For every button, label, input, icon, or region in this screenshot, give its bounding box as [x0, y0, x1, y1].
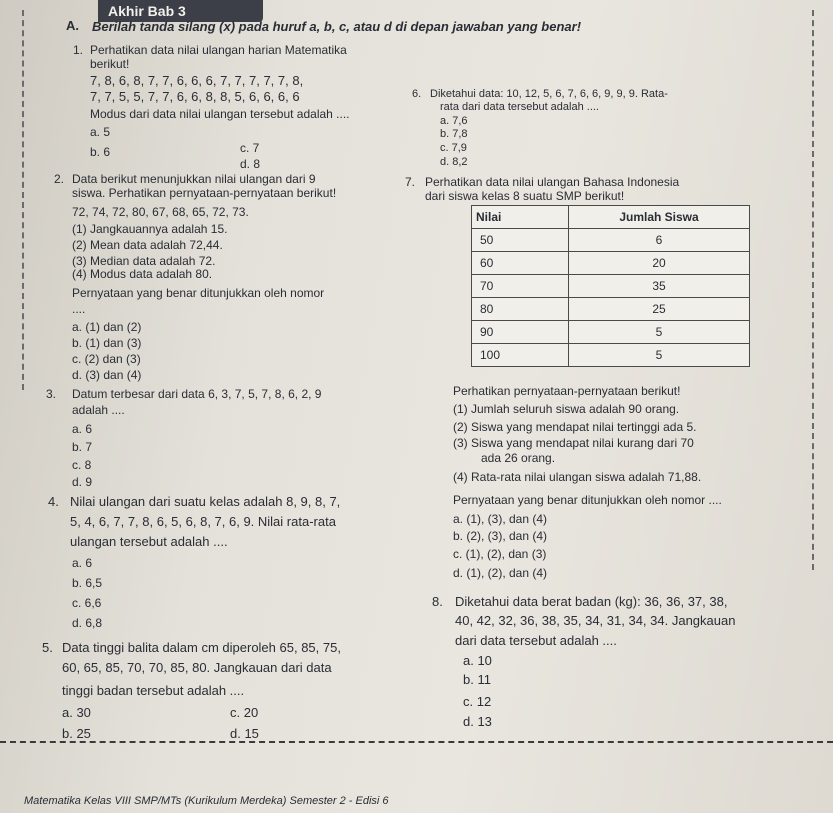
q2-data: 72, 74, 72, 80, 67, 68, 65, 72, 73. — [72, 205, 249, 219]
q7-text-line2: dari siswa kelas 8 suatu SMP berikut! — [425, 189, 625, 203]
q3-option-c[interactable]: c. 8 — [72, 458, 92, 472]
cell-nilai: 60 — [472, 252, 569, 275]
q3-number: 3. — [46, 387, 57, 401]
q7-statement-3b: ada 26 orang. — [481, 451, 556, 465]
footer-divider — [0, 741, 833, 743]
q8-option-c[interactable]: c. 12 — [463, 694, 492, 709]
q5-number: 5. — [42, 640, 53, 655]
q5-option-c[interactable]: c. 20 — [230, 705, 259, 720]
q6-option-c[interactable]: c. 7,9 — [440, 142, 467, 154]
q4-text-line3: ulangan tersebut adalah .... — [70, 534, 228, 549]
q7-question: Pernyataan yang benar ditunjukkan oleh nomor .... — [453, 493, 722, 507]
q3-option-d[interactable]: d. 9 — [72, 475, 93, 489]
table-row — [472, 275, 750, 298]
q3-option-a[interactable]: a. 6 — [72, 422, 93, 436]
q6-option-d[interactable]: d. 8,2 — [440, 156, 468, 168]
q4-number: 4. — [48, 494, 59, 509]
q8-option-d[interactable]: d. 13 — [463, 714, 492, 729]
cell-jumlah: 5 — [569, 344, 750, 367]
q7-text-line1: Perhatikan data nilai ulangan Bahasa Indonesia — [425, 175, 680, 189]
q8-option-b[interactable]: b. 11 — [463, 672, 491, 687]
q2-text-line2: siswa. Perhatikan pernyataan-pernyataan berikut! — [72, 186, 337, 200]
q7-option-a[interactable]: a. (1), (3), dan (4) — [453, 512, 548, 526]
q4-option-b[interactable]: b. 6,5 — [72, 576, 103, 590]
cell-nilai: 90 — [472, 321, 569, 344]
header-nilai: Nilai — [472, 206, 569, 229]
q6-option-b[interactable]: b. 7,8 — [440, 128, 468, 140]
q1-option-c[interactable]: c. 7 — [240, 141, 260, 155]
q1-number: 1. — [73, 43, 84, 57]
q3-text-line1: Datum terbesar dari data 6, 3, 7, 5, 7, 8, 6, 2, 9 — [72, 387, 322, 401]
cell-nilai: 100 — [472, 344, 569, 367]
q1-text-line2: berikut! — [90, 57, 130, 71]
q2-option-b[interactable]: b. (1) dan (3) — [72, 336, 142, 350]
table-row — [472, 298, 750, 321]
q6-option-a[interactable]: a. 7,6 — [440, 115, 468, 127]
cell-jumlah: 25 — [569, 298, 750, 321]
q7-score-table — [471, 205, 750, 367]
cell-jumlah: 35 — [569, 275, 750, 298]
q6-text-line1: Diketahui data: 10, 12, 5, 6, 7, 6, 6, 9, 9, 9. Rata- — [430, 88, 668, 100]
cell-jumlah: 6 — [569, 229, 750, 252]
cell-jumlah: 5 — [569, 321, 750, 344]
q2-statement-2: (2) Mean data adalah 72,44. — [72, 238, 223, 252]
q4-option-c[interactable]: c. 6,6 — [72, 596, 102, 610]
table-header-row — [472, 206, 750, 229]
section-label: A. — [66, 18, 79, 33]
q2-question-line2: .... — [72, 302, 86, 316]
table-row — [472, 229, 750, 252]
q5-text-line1: Data tinggi balita dalam cm diperoleh 65, 85, 75, — [62, 640, 341, 655]
q1-data-line2: 7, 7, 5, 5, 7, 7, 6, 6, 8, 8, 5, 6, 6, 6, 6 — [90, 89, 300, 104]
q2-option-c[interactable]: c. (2) dan (3) — [72, 352, 141, 366]
q1-option-d[interactable]: d. 8 — [240, 157, 261, 171]
q5-text-line2: 60, 65, 85, 70, 70, 85, 80. Jangkauan dari data — [62, 660, 332, 675]
q6-text-line2: rata dari data tersebut adalah .... — [440, 101, 599, 113]
table-row — [472, 252, 750, 275]
q5-option-d[interactable]: d. 15 — [230, 726, 259, 741]
q7-option-c[interactable]: c. (1), (2), dan (3) — [453, 547, 547, 561]
q7-intro: Perhatikan pernyataan-pernyataan berikut! — [453, 384, 681, 398]
q5-text-line3: tinggi badan tersebut adalah .... — [62, 683, 245, 698]
footer-text: Matematika Kelas VIII SMP/MTs (Kurikulum Merdeka) Semester 2 - Edisi 6 — [24, 795, 389, 807]
q8-number: 8. — [432, 594, 443, 609]
q6-number: 6. — [412, 88, 422, 100]
header-jumlah-siswa: Jumlah Siswa — [569, 206, 750, 229]
chapter-end-header: Akhir Bab 3 — [98, 0, 263, 22]
q2-option-a[interactable]: a. (1) dan (2) — [72, 320, 142, 334]
q8-text-line2: 40, 42, 32, 36, 38, 35, 34, 31, 34, 34. Jangkauan — [455, 613, 736, 628]
q1-data-line1: 7, 8, 6, 8, 7, 7, 6, 6, 6, 7, 7, 7, 7, 7, 8, — [90, 73, 304, 88]
q2-statement-1: (1) Jangkauannya adalah 15. — [72, 222, 228, 236]
q7-number: 7. — [405, 175, 416, 189]
q5-option-a[interactable]: a. 30 — [62, 705, 91, 720]
table-row — [472, 321, 750, 344]
table-row — [472, 344, 750, 367]
q3-option-b[interactable]: b. 7 — [72, 440, 93, 454]
cell-nilai: 70 — [472, 275, 569, 298]
q2-question-line1: Pernyataan yang benar ditunjukkan oleh nomor — [72, 286, 325, 300]
q1-option-b[interactable]: b. 6 — [90, 145, 111, 159]
q8-option-a[interactable]: a. 10 — [463, 653, 492, 668]
q7-statement-4: (4) Rata-rata nilai ulangan siswa adalah 71,88. — [453, 470, 702, 484]
q4-text-line1: Nilai ulangan dari suatu kelas adalah 8, 9, 8, 7, — [70, 494, 341, 509]
q2-number: 2. — [54, 172, 65, 186]
cell-nilai: 50 — [472, 229, 569, 252]
q4-option-a[interactable]: a. 6 — [72, 556, 93, 570]
cell-nilai: 80 — [472, 298, 569, 321]
q7-option-d[interactable]: d. (1), (2), dan (4) — [453, 566, 548, 580]
q7-statement-2: (2) Siswa yang mendapat nilai tertinggi ada 5. — [453, 420, 697, 434]
q4-text-line2: 5, 4, 6, 7, 7, 8, 6, 5, 6, 8, 7, 6, 9. Nilai rata-rata — [70, 514, 336, 529]
q1-question: Modus dari data nilai ulangan tersebut adalah .... — [90, 107, 350, 121]
q2-text-line1: Data berikut menunjukkan nilai ulangan dari 9 — [72, 172, 316, 186]
q2-statement-3: (3) Median data adalah 72. — [72, 254, 216, 268]
q7-statement-3a: (3) Siswa yang mendapat nilai kurang dari 70 — [453, 436, 694, 450]
q2-statement-4: (4) Modus data adalah 80. — [72, 267, 213, 281]
q8-text-line3: dari data tersebut adalah .... — [455, 633, 617, 648]
q4-option-d[interactable]: d. 6,8 — [72, 616, 103, 630]
q5-option-b[interactable]: b. 25 — [62, 726, 91, 741]
q1-option-a[interactable]: a. 5 — [90, 125, 111, 139]
q3-text-line2: adalah .... — [72, 403, 125, 417]
q7-statement-1: (1) Jumlah seluruh siswa adalah 90 orang. — [453, 402, 680, 416]
right-margin-dashes — [812, 10, 818, 570]
q8-text-line1: Diketahui data berat badan (kg): 36, 36, 37, 38, — [455, 594, 728, 609]
cell-jumlah: 20 — [569, 252, 750, 275]
q7-option-b[interactable]: b. (2), (3), dan (4) — [453, 529, 548, 543]
q1-text-line1: Perhatikan data nilai ulangan harian Matematika — [90, 43, 347, 57]
q2-option-d[interactable]: d. (3) dan (4) — [72, 368, 142, 382]
left-margin-dashes — [22, 10, 28, 390]
section-instruction: Berilah tanda silang (x) pada huruf a, b, c, atau d di depan jawaban yang benar! — [92, 19, 582, 34]
